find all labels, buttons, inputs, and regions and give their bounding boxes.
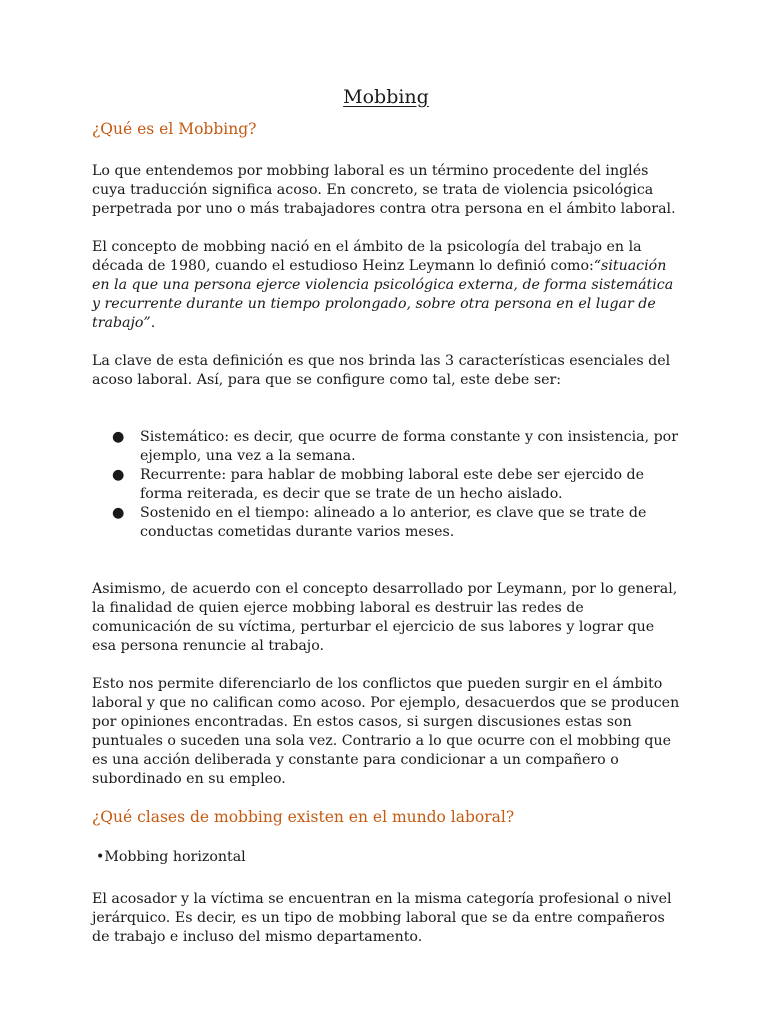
list-item-text: Recurrente: para hablar de mobbing laboral este debe ser ejercido de forma reiterada, es decir que se trate de un hecho aislado. [140,467,645,502]
page-title: Mobbing [343,86,429,108]
section-heading-what-is: ¿Qué es el Mobbing? [92,120,257,138]
bullet-icon: ● [112,505,125,521]
bullet-icon: ● [112,467,125,483]
section-heading-types: ¿Qué clases de mobbing existen en el mundo laboral? [92,808,515,826]
paragraph-definition: Lo que entendemos por mobbing laboral es un término procedente del inglés cuya traducción significa acoso. En concreto, se trata de violencia psicológica perpetrada por uno o más trabajadores contra otra persona en el ámbito laboral. [92,163,676,217]
origin-end: . [150,315,156,331]
characteristics-list [92,428,680,542]
list-item [112,428,680,466]
list-item-text: Sostenido en el tiempo: alineado a lo anterior, es clave que se trate de conductas cometidas durante varios meses. [140,505,647,540]
list-item [112,466,680,504]
leymann-quote: “situación en la que una persona ejerce violencia psicológica externa, de forma sistemática y recurrente durante un tiempo prolongado, sobre otra persona en el lugar de trabajo” [92,258,674,331]
paragraph-characteristics: La clave de esta definición es que nos brinda las 3 características esenciales del acoso laboral. Así, para que se configure como tal, este debe ser: [92,353,671,388]
paragraph-origin [92,238,680,333]
paragraph-differentiation: Esto nos permite diferenciarlo de los conflictos que pueden surgir en el ámbito laboral y que no califican como acoso. Por ejemplo, desacuerdos que se producen por opiniones encontradas. En estos casos, si surgen discusiones estas son puntuales o suceden una sola vez. Contrario a lo que ocurre con el mobbing que es una acción deliberada y constante para condicionar a un compañero o subordinado en su empleo. [92,676,680,787]
bullet-icon: ● [112,429,125,445]
paragraph-horizontal: El acosador y la víctima se encuentran en la misma categoría profesional o nivel jerárquico. Es decir, es un tipo de mobbing laboral que se da entre compañeros de trabajo e incluso del mismo departamento. [92,891,672,945]
list-item [112,504,680,542]
paragraph-purpose: Asimismo, de acuerdo con el concepto desarrollado por Leymann, por lo general, la finalidad de quien ejerce mobbing laboral es destruir las redes de comunicación de su víctima, perturbar el ejercicio de sus labores y lograr que esa persona renuncie al trabajo. [92,581,678,654]
list-item-text: Sistemático: es decir, que ocurre de forma constante y con insistencia, por ejemplo, una vez a la semana. [140,429,679,464]
origin-text: El concepto de mobbing nació en el ámbito de la psicología del trabajo en la década de 1980, cuando el estudioso Heinz Leymann lo definió como: [92,239,642,274]
subitem-horizontal-mobbing: •Mobbing horizontal [96,849,246,865]
